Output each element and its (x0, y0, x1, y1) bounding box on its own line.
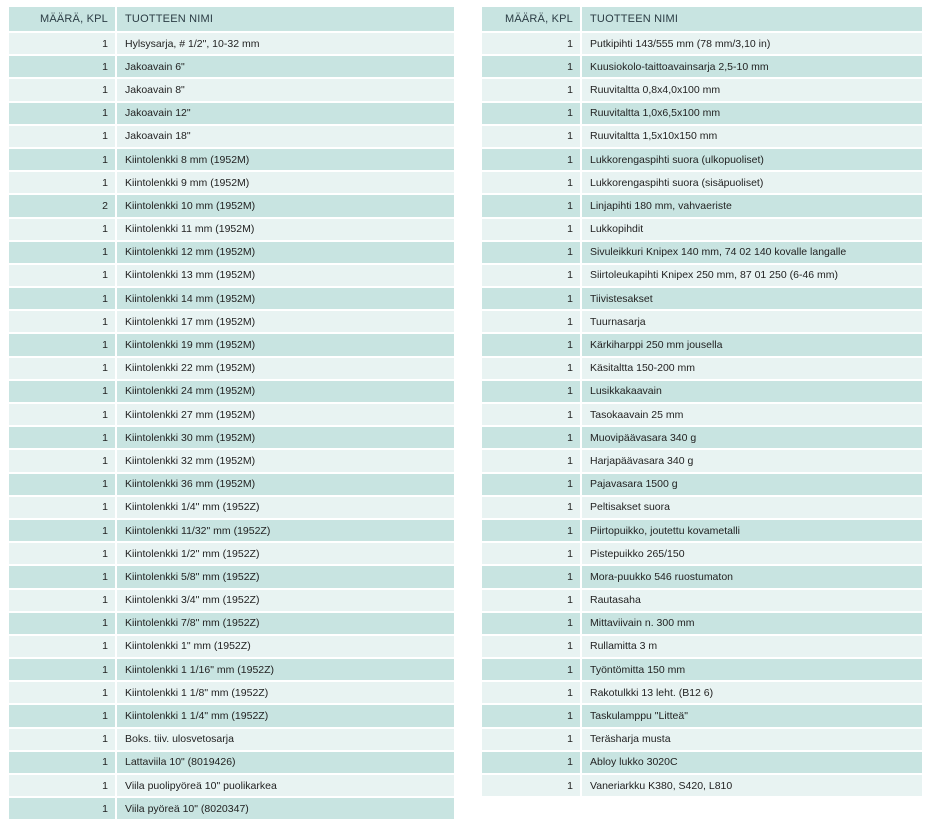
table-row (482, 242, 922, 263)
tool-list-table-right (482, 5, 922, 798)
table-row (9, 729, 454, 750)
row-product-name: Taskulamppu "Litteä" (580, 705, 922, 726)
table-row (9, 265, 454, 286)
row-product-name: Rullamitta 3 m (580, 636, 922, 657)
row-product-name: Sivuleikkuri Knipex 140 mm, 74 02 140 kovalle langalle (580, 242, 922, 263)
row-quantity: 1 (9, 219, 115, 240)
table-row (9, 520, 454, 541)
table-row (9, 334, 454, 355)
table-row (482, 56, 922, 77)
row-quantity: 1 (482, 195, 580, 216)
table-row (482, 126, 922, 147)
row-quantity: 1 (9, 311, 115, 332)
row-product-name: Kiintolenkki 9 mm (1952M) (115, 172, 454, 193)
row-quantity: 1 (9, 520, 115, 541)
row-product-name: Putkipihti 143/555 mm (78 mm/3,10 in) (580, 33, 922, 54)
table-row (9, 590, 454, 611)
table-row (9, 752, 454, 773)
row-quantity: 1 (9, 705, 115, 726)
table-row (9, 126, 454, 147)
row-product-name: Kiintolenkki 11 mm (1952M) (115, 219, 454, 240)
row-product-name: Pajavasara 1500 g (580, 474, 922, 495)
table-row (9, 358, 454, 379)
tool-list-table-left (9, 5, 454, 821)
row-product-name: Jakoavain 12" (115, 103, 454, 124)
row-product-name: Kiintolenkki 5/8" mm (1952Z) (115, 566, 454, 587)
row-product-name: Kiintolenkki 17 mm (1952M) (115, 311, 454, 332)
row-product-name: Viila pyöreä 10" (8020347) (115, 798, 454, 819)
row-product-name: Kärkiharppi 250 mm jousella (580, 334, 922, 355)
table-row (482, 566, 922, 587)
row-product-name: Kiintolenkki 7/8" mm (1952Z) (115, 613, 454, 634)
row-product-name: Mora-puukko 546 ruostumaton (580, 566, 922, 587)
row-product-name: Ruuvitaltta 1,5x10x150 mm (580, 126, 922, 147)
row-quantity: 1 (482, 126, 580, 147)
row-product-name: Kiintolenkki 1/4" mm (1952Z) (115, 497, 454, 518)
table-row (9, 705, 454, 726)
row-quantity: 1 (9, 79, 115, 100)
row-quantity: 1 (482, 242, 580, 263)
table-row (9, 636, 454, 657)
header-row (482, 7, 922, 31)
table-row (482, 682, 922, 703)
table-row (482, 520, 922, 541)
row-product-name: Vaneriarkku K380, S420, L810 (580, 775, 922, 796)
row-product-name: Pistepuikko 265/150 (580, 543, 922, 564)
table-row (9, 33, 454, 54)
row-product-name: Mittaviivain n. 300 mm (580, 613, 922, 634)
row-quantity: 1 (9, 752, 115, 773)
table-row (482, 311, 922, 332)
table-row (9, 566, 454, 587)
table-row (482, 381, 922, 402)
row-quantity: 1 (9, 497, 115, 518)
table-row (482, 543, 922, 564)
row-product-name: Kiintolenkki 30 mm (1952M) (115, 427, 454, 448)
row-quantity: 1 (9, 613, 115, 634)
row-product-name: Kiintolenkki 19 mm (1952M) (115, 334, 454, 355)
table-row (9, 195, 454, 216)
table-row (9, 497, 454, 518)
row-product-name: Lusikkakaavain (580, 381, 922, 402)
row-quantity: 1 (9, 103, 115, 124)
row-product-name: Abloy lukko 3020C (580, 752, 922, 773)
row-quantity: 1 (9, 381, 115, 402)
row-quantity: 1 (9, 682, 115, 703)
row-quantity: 1 (482, 381, 580, 402)
row-product-name: Peltisakset suora (580, 497, 922, 518)
row-quantity: 1 (482, 450, 580, 471)
row-product-name: Rautasaha (580, 590, 922, 611)
row-product-name: Tiivistesakset (580, 288, 922, 309)
row-quantity: 1 (482, 729, 580, 750)
row-product-name: Kiintolenkki 12 mm (1952M) (115, 242, 454, 263)
table-row (9, 474, 454, 495)
table-row (482, 288, 922, 309)
row-quantity: 1 (9, 543, 115, 564)
row-product-name: Kiintolenkki 13 mm (1952M) (115, 265, 454, 286)
row-product-name: Tasokaavain 25 mm (580, 404, 922, 425)
row-quantity: 1 (482, 33, 580, 54)
row-product-name: Kiintolenkki 10 mm (1952M) (115, 195, 454, 216)
product-name-header: TUOTTEEN NIMI (580, 7, 922, 31)
table-row (9, 288, 454, 309)
row-product-name: Työntömitta 150 mm (580, 659, 922, 680)
row-quantity: 1 (9, 798, 115, 819)
table-row (482, 219, 922, 240)
row-quantity: 1 (482, 682, 580, 703)
row-quantity: 1 (482, 265, 580, 286)
row-quantity: 1 (482, 543, 580, 564)
table-row (482, 752, 922, 773)
row-product-name: Jakoavain 18" (115, 126, 454, 147)
table-row (482, 172, 922, 193)
row-quantity: 1 (482, 219, 580, 240)
row-product-name: Kiintolenkki 24 mm (1952M) (115, 381, 454, 402)
table-row (9, 56, 454, 77)
row-product-name: Tuurnasarja (580, 311, 922, 332)
table-body-left (9, 33, 454, 819)
row-product-name: Kiintolenkki 27 mm (1952M) (115, 404, 454, 425)
qty-header: MÄÄRÄ, KPL (482, 7, 580, 31)
row-product-name: Linjapihti 180 mm, vahvaeriste (580, 195, 922, 216)
row-quantity: 1 (9, 566, 115, 587)
row-quantity: 1 (482, 613, 580, 634)
table-row (9, 219, 454, 240)
row-quantity: 1 (9, 427, 115, 448)
table-row (9, 103, 454, 124)
row-product-name: Muovipäävasara 340 g (580, 427, 922, 448)
row-quantity: 1 (482, 520, 580, 541)
table-row (9, 450, 454, 471)
table-row (482, 497, 922, 518)
row-quantity: 1 (482, 497, 580, 518)
row-product-name: Kiintolenkki 8 mm (1952M) (115, 149, 454, 170)
row-quantity: 1 (482, 404, 580, 425)
row-product-name: Jakoavain 8" (115, 79, 454, 100)
table-row (482, 450, 922, 471)
row-product-name: Kiintolenkki 11/32" mm (1952Z) (115, 520, 454, 541)
row-product-name: Kiintolenkki 1 1/4" mm (1952Z) (115, 705, 454, 726)
row-quantity: 1 (9, 358, 115, 379)
row-quantity: 1 (9, 149, 115, 170)
row-quantity: 1 (9, 404, 115, 425)
row-quantity: 1 (9, 126, 115, 147)
table-row (9, 311, 454, 332)
row-quantity: 1 (482, 288, 580, 309)
row-product-name: Lukkorengaspihti suora (sisäpuoliset) (580, 172, 922, 193)
table-row (482, 427, 922, 448)
table-row (482, 613, 922, 634)
row-product-name: Kiintolenkki 1/2" mm (1952Z) (115, 543, 454, 564)
row-quantity: 1 (9, 729, 115, 750)
row-product-name: Teräsharja musta (580, 729, 922, 750)
row-quantity: 1 (9, 636, 115, 657)
row-product-name: Viila puolipyöreä 10" puolikarkea (115, 775, 454, 796)
table-row (9, 659, 454, 680)
row-quantity: 1 (9, 288, 115, 309)
row-product-name: Lukkorengaspihti suora (ulkopuoliset) (580, 149, 922, 170)
table-row (9, 427, 454, 448)
row-product-name: Kiintolenkki 1" mm (1952Z) (115, 636, 454, 657)
row-quantity: 2 (9, 195, 115, 216)
row-product-name: Kiintolenkki 3/4" mm (1952Z) (115, 590, 454, 611)
row-product-name: Ruuvitaltta 0,8x4,0x100 mm (580, 79, 922, 100)
row-quantity: 1 (482, 566, 580, 587)
table-row (482, 358, 922, 379)
row-quantity: 1 (482, 172, 580, 193)
row-quantity: 1 (9, 334, 115, 355)
row-product-name: Harjapäävasara 340 g (580, 450, 922, 471)
table-row (9, 149, 454, 170)
table-row (482, 775, 922, 796)
row-product-name: Jakoavain 6" (115, 56, 454, 77)
table-row (9, 775, 454, 796)
row-quantity: 1 (9, 33, 115, 54)
row-quantity: 1 (9, 265, 115, 286)
row-quantity: 1 (9, 242, 115, 263)
row-product-name: Kuusiokolo-taittoavainsarja 2,5-10 mm (580, 56, 922, 77)
row-quantity: 1 (482, 659, 580, 680)
table-row (9, 682, 454, 703)
row-product-name: Kiintolenkki 36 mm (1952M) (115, 474, 454, 495)
table-row (482, 705, 922, 726)
table-row (9, 543, 454, 564)
product-name-header: TUOTTEEN NIMI (115, 7, 454, 31)
row-product-name: Kiintolenkki 1 1/8" mm (1952Z) (115, 682, 454, 703)
table-body-right (482, 33, 922, 796)
table-row (482, 404, 922, 425)
table-row (482, 79, 922, 100)
table-row (9, 172, 454, 193)
table-row (482, 659, 922, 680)
row-quantity: 1 (482, 79, 580, 100)
header-row (9, 7, 454, 31)
row-quantity: 1 (482, 149, 580, 170)
table-row (482, 729, 922, 750)
row-quantity: 1 (482, 752, 580, 773)
row-quantity: 1 (482, 705, 580, 726)
row-quantity: 1 (482, 103, 580, 124)
row-quantity: 1 (482, 427, 580, 448)
table-row (482, 265, 922, 286)
row-product-name: Ruuvitaltta 1,0x6,5x100 mm (580, 103, 922, 124)
table-row (9, 798, 454, 819)
row-product-name: Piirtopuikko, joutettu kovametalli (580, 520, 922, 541)
table-row (9, 79, 454, 100)
table-row (9, 613, 454, 634)
table-row (482, 195, 922, 216)
row-quantity: 1 (9, 450, 115, 471)
row-product-name: Käsitaltta 150-200 mm (580, 358, 922, 379)
row-product-name: Boks. tiiv. ulosvetosarja (115, 729, 454, 750)
table-row (482, 474, 922, 495)
row-quantity: 1 (9, 775, 115, 796)
table-row (482, 636, 922, 657)
row-product-name: Kiintolenkki 14 mm (1952M) (115, 288, 454, 309)
table-row (482, 149, 922, 170)
table-row (482, 33, 922, 54)
row-quantity: 1 (482, 590, 580, 611)
qty-header: MÄÄRÄ, KPL (9, 7, 115, 31)
table-row (9, 381, 454, 402)
row-quantity: 1 (9, 474, 115, 495)
row-quantity: 1 (9, 172, 115, 193)
row-quantity: 1 (482, 334, 580, 355)
row-quantity: 1 (482, 311, 580, 332)
row-product-name: Rakotulkki 13 leht. (B12 6) (580, 682, 922, 703)
row-product-name: Siirtoleukapihti Knipex 250 mm, 87 01 250 (6-46 mm) (580, 265, 922, 286)
row-quantity: 1 (482, 775, 580, 796)
table-row (9, 242, 454, 263)
row-product-name: Lattaviila 10" (8019426) (115, 752, 454, 773)
row-quantity: 1 (482, 474, 580, 495)
row-product-name: Kiintolenkki 22 mm (1952M) (115, 358, 454, 379)
row-quantity: 1 (9, 56, 115, 77)
row-quantity: 1 (482, 636, 580, 657)
row-quantity: 1 (482, 358, 580, 379)
row-product-name: Lukkopihdit (580, 219, 922, 240)
row-quantity: 1 (482, 56, 580, 77)
table-row (482, 590, 922, 611)
row-product-name: Hylsysarja, # 1/2", 10-32 mm (115, 33, 454, 54)
row-product-name: Kiintolenkki 32 mm (1952M) (115, 450, 454, 471)
table-row (482, 334, 922, 355)
row-product-name: Kiintolenkki 1 1/16" mm (1952Z) (115, 659, 454, 680)
row-quantity: 1 (9, 590, 115, 611)
row-quantity: 1 (9, 659, 115, 680)
table-row (9, 404, 454, 425)
table-row (482, 103, 922, 124)
